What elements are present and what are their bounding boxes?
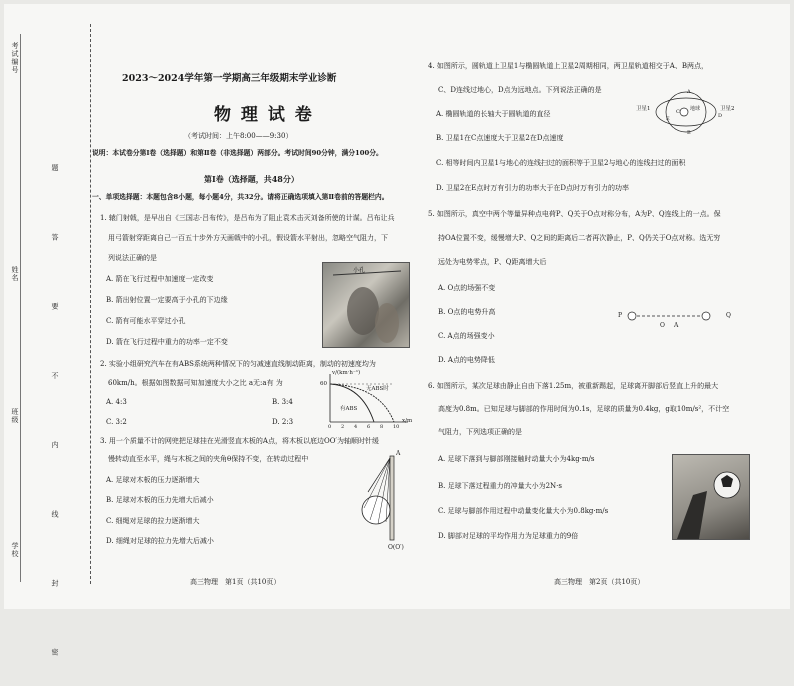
part1-heading: 第Ⅰ卷（选择题，共48分） <box>204 174 299 184</box>
q2-braking-chart <box>322 372 414 430</box>
exam-title: 物 理 试 卷 <box>214 105 314 125</box>
q3-option-b: B. 足球对木板的压力先增大后减小 <box>106 496 214 504</box>
q3-point-a: A <box>396 450 401 457</box>
exam-instructions: 说明：本试卷分第Ⅰ卷（选择题）和第Ⅱ卷（非选择题）两部分。考试时间90分钟，满分100分。 <box>92 149 383 157</box>
q4-label-a: A <box>687 89 691 95</box>
q1-option-d: D. 箭在飞行过程中重力的功率一定不变 <box>106 338 228 346</box>
q3-stem-1: 3. 用一个质量不计的网兜把足球挂在光滑竖直木板的A点，将木板以底边OO′为轴顺时针缓 <box>100 437 380 445</box>
q6-football-photo-svg <box>673 455 749 539</box>
q2-abs-label: 有ABS <box>340 406 358 412</box>
q2-option-c: C. 3:2 <box>106 418 127 426</box>
q1-hole-label: 小孔 <box>353 267 366 274</box>
q5-label-q: Q <box>726 312 731 319</box>
q2-x-tick-label: 8 <box>380 424 384 430</box>
q6-stem-2: 高度为0.8m。已知足球与脚部的作用时间为0.1s，足球的质量为0.4kg，g取10m/s²，不计空 <box>438 405 730 413</box>
footer-left: 高三物理 第1页（共10页） <box>190 578 281 586</box>
q6-option-a: A. 足球下落到与脚部刚接触时动量大小为4kg·m/s <box>438 455 595 463</box>
q4-option-b: B. 卫星1在C点速度大于卫星2在D点速度 <box>436 134 564 142</box>
section-heading: 一、单项选择题：本题包含8小题，每小题4分，共32分。请将正确选项填入第Ⅱ卷前的答题栏内。 <box>92 193 389 201</box>
q6-option-d: D. 脚部对足球的平均作用力为足球重力的9倍 <box>438 532 579 540</box>
q3-option-c: C. 细绳对足球的拉力逐渐增大 <box>106 517 200 525</box>
q4-stem-2: C、D连线过地心，D点为远地点。下列说法正确的是 <box>438 86 602 94</box>
q4-stem-1: 4. 如图所示，圆轨道上卫星1与椭圆轨道上卫星2周期相同，两卫星轨道相交于A、B两点， <box>428 62 709 70</box>
q2-no-abs-label: 无ABS时 <box>366 386 389 392</box>
q3-option-d: D. 细绳对足球的拉力先增大后减小 <box>106 537 214 545</box>
q5-label-a: A <box>674 322 679 329</box>
q3-option-a: A. 足球对木板的压力逐渐增大 <box>106 476 200 484</box>
q2-x-tick-label: 2 <box>341 424 345 430</box>
q5-label-o: O <box>660 322 665 329</box>
q2-x-tick-label: 10 <box>393 424 400 430</box>
q6-option-c: C. 足球与脚部作用过程中动量变化量大小为0.8kg·m/s <box>438 507 609 515</box>
q1-stem-2: 用弓箭射穿距离自己一百五十步外方天画戟中的小孔，假设箭水平射出，忽略空气阻力，下 <box>108 234 388 242</box>
seal-line <box>90 24 91 584</box>
no-answer-warning: 题 答 要 不 内 线 封 密 <box>51 164 59 686</box>
q6-option-b: B. 足球下落过程重力的冲量大小为2N·s <box>438 482 562 490</box>
q4-label-e: E <box>666 116 670 122</box>
q1-option-b: B. 箭出射位置一定要高于小孔的下边缘 <box>106 296 228 304</box>
q4-option-a: A. 椭圆轨道的长轴大于圆轨道的直径 <box>436 110 551 118</box>
q1-illustration-svg <box>323 263 409 347</box>
q3-stem-2: 慢转动直至水平，绳与木板之间的夹角θ保持不变，在转动过程中 <box>108 455 309 463</box>
q5-charge-diagram <box>624 310 724 322</box>
class-label: 班级 <box>11 408 19 424</box>
q2-option-a: A. 4:3 <box>106 398 127 406</box>
q5-positive-charge <box>628 312 636 320</box>
q4-option-c: C. 相等时间内卫星1与地心的连线扫过的面积等于卫星2与地心的连线扫过的面积 <box>436 159 686 167</box>
q1-stem-1: 1. 辕门射戟，是早出自《三国志·吕布传》，是吕布为了阻止袁术击灭刘备所使的计谋。吕布让兵 <box>100 214 395 222</box>
q5-option-d: D. A点的电势降低 <box>438 356 495 364</box>
q2-option-d: D. 2:3 <box>272 418 294 426</box>
q5-label-p: P <box>618 312 623 319</box>
q5-stem-2: 持OA位置不变，缓慢增大P、Q之间的距离后二者再次静止，P、Q仍关于O点对称。选无穷 <box>438 234 721 242</box>
exam-no-label: 考试编号 <box>11 42 19 74</box>
q2-y60-label: 60 <box>320 381 327 387</box>
q4-orbit-diagram <box>654 88 718 136</box>
exam-header-line: 2023～2024学年第一学期高三年级期末学业诊断 <box>122 73 337 84</box>
exam-time: （考试时间：上午8:00——9:30） <box>184 132 293 140</box>
q4-label-satellite1: 卫星1 <box>636 106 651 112</box>
q2-x-tick-label: 6 <box>367 424 371 430</box>
q1-option-a: A. 箭在飞行过程中加速度一定改变 <box>106 275 214 283</box>
q3-axis-label: O(O′) <box>388 544 404 551</box>
q1-stem-3: 列说法正确的是 <box>108 254 157 262</box>
q3-board <box>390 456 394 540</box>
q3-diagram <box>356 452 406 544</box>
name-label: 姓名 <box>11 266 19 282</box>
q2-option-b: B. 3:4 <box>272 398 293 406</box>
arrow-path <box>333 271 401 275</box>
q2-x-tick-label: 0 <box>328 424 332 430</box>
figure-silhouette-2 <box>375 303 399 343</box>
q5-negative-charge <box>702 312 710 320</box>
q2-stem-2: 60km/h。根据如图数据可知加速度大小之比 a无:a有 为 <box>108 379 283 387</box>
binding-line <box>20 34 21 582</box>
q6-football-photo <box>672 454 750 540</box>
q6-stem-1: 6. 如图所示，某次足球由静止自由下落1.25m，被重新踢起，足球离开脚部后竖直上升的最大 <box>428 382 719 390</box>
q4-label-c: C <box>676 109 680 115</box>
q4-label-earth: 地球 <box>690 106 701 112</box>
q2-y-label: v/(km·h⁻¹) <box>332 370 361 376</box>
q2-x-tick-label: 4 <box>354 424 358 430</box>
q4-label-satellite2: 卫星2 <box>720 106 735 112</box>
q6-leg <box>677 491 707 539</box>
q2-stem-1: 2. 实验小组研究汽车在有ABS系统两种情况下的匀减速直线制动距离，制动的初速度均为 <box>100 360 376 368</box>
q1-illustration <box>322 262 410 348</box>
q4-earth <box>680 108 688 116</box>
footer-right: 高三物理 第2页（共10页） <box>554 578 645 586</box>
q6-stem-3: 气阻力，下列选项正确的是 <box>438 428 522 436</box>
q4-label-b: B <box>687 130 691 136</box>
q1-option-c: C. 箭有可能水平穿过小孔 <box>106 317 186 325</box>
q2-x-label: x/m <box>402 418 413 424</box>
q5-option-c: C. A点的场强变小 <box>438 332 495 340</box>
q4-option-d: D. 卫星2在E点时万有引力的功率大于在D点时万有引力的功率 <box>436 184 629 192</box>
q4-label-d: D <box>718 113 723 119</box>
q5-stem-3: 远处为电势零点，P、Q距离增大后 <box>438 258 547 266</box>
q5-stem-1: 5. 如图所示，真空中两个等量异种点电荷P、Q关于O点对称分布，A为P、Q连线上的一点。保 <box>428 210 721 218</box>
q5-option-b: B. O点的电势升高 <box>438 308 496 316</box>
q5-option-a: A. O点的场强不变 <box>438 284 496 292</box>
school-label: 学校 <box>11 542 19 558</box>
q3-ball <box>362 496 390 524</box>
exam-sheet <box>4 4 790 686</box>
figure-silhouette <box>347 287 379 335</box>
